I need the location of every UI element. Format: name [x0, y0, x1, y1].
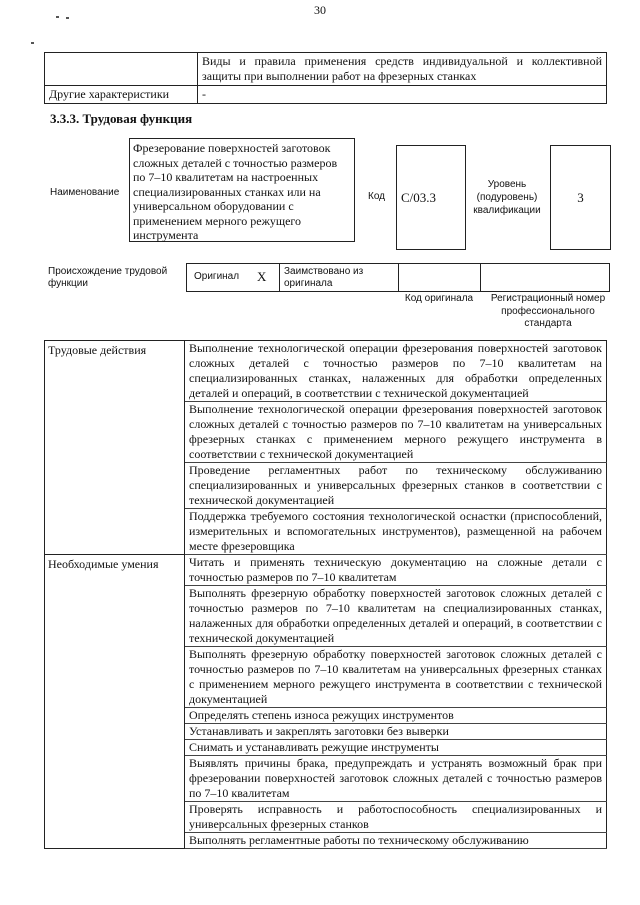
level-box [550, 145, 611, 250]
scan-mark [31, 42, 34, 44]
skill-item: Снимать и устанавливать режущие инструменты [185, 740, 607, 756]
labor-action-item: Выполнение технологической операции фрезерования поверхностей заготовок сложных деталей с точностью размеров по 7–10 квалитетам на специализированных станках, налаженных для обработки определенных деталей и операций, в соответствии с технической документацией [185, 341, 607, 402]
skill-item: Определять степень износа режущих инструментов [185, 708, 607, 724]
labor-actions-label: Трудовые действия [45, 341, 185, 555]
skill-item: Выполнять регламентные работы по техническому обслуживанию [185, 833, 607, 849]
skill-item: Проверять исправность и работоспособность специализированных и универсальных фрезерных станков [185, 802, 607, 833]
function-name-box [129, 138, 355, 242]
code-original-caption: Код оригинала [404, 293, 474, 304]
skill-item: Выполнять фрезерную обработку поверхностей заготовок сложных деталей с точностью размеров по 7–10 квалитетам на специализированных станках, налаженных для обработки определенных деталей и операций, в соответствии с технической документацией [185, 586, 607, 647]
table-row [45, 53, 607, 86]
level-label: Уровень (подуровень) квалификации [473, 179, 541, 216]
table-row [45, 341, 607, 402]
original-mark: X [257, 269, 267, 284]
origin-table [186, 263, 610, 292]
page-number: 30 [314, 3, 326, 17]
code-box [396, 145, 466, 250]
level-value: 3 [577, 190, 584, 205]
reg-number-caption: Регистрационный номер профессионального стандарта [490, 293, 606, 329]
skill-item: Устанавливать и закреплять заготовки без выверки [185, 724, 607, 740]
top-table [44, 52, 607, 104]
skill-item: Выявлять причины брака, предупреждать и устранять возможный брак при фрезеровании поверхностей заготовок сложных деталей с точностью размеров по 7–10 квалитетам [185, 756, 607, 802]
labor-action-item: Поддержка требуемого состояния технологической оснастки (приспособлений, измерительных и вспомогательных инструментов), размещенной на рабочем месте фрезеровщика [185, 509, 607, 555]
section-title: 3.3.3. Трудовая функция [50, 111, 193, 126]
code-label: Код [368, 191, 386, 202]
protection-text: Виды и правила применения средств индивидуальной и коллективной защиты при выполнении работ на фрезерных станках [198, 53, 607, 86]
skill-item: Читать и применять техническую документацию на сложные детали с точностью размеров по 7–10 квалитетам [185, 555, 607, 586]
labor-action-item: Проведение регламентных работ по техническому обслуживанию специализированных и универсальных фрезерных станков в соответствии с технической документацией [185, 463, 607, 509]
other-characteristics-label: Другие характеристики [45, 86, 198, 104]
main-table [44, 340, 607, 849]
original-label: Оригинал [194, 271, 240, 282]
skill-item: Выполнять фрезерную обработку поверхностей заготовок сложных деталей с точностью размеров по 7–10 квалитетам на универсальных фрезерных станках с применением мерного режущего инструмента в соответствии с технической документацией [185, 647, 607, 708]
labor-action-item: Выполнение технологической операции фрезерования поверхностей заготовок сложных деталей с точностью размеров по 7–10 квалитетам на универсальных фрезерных станках с применением мерного режущего инструмента в соответствии с технической документацией [185, 402, 607, 463]
name-label: Наименование [50, 187, 120, 198]
origin-label: Происхождение трудовой функции [48, 266, 168, 289]
function-name: Фрезерование поверхностей заготовок сложных деталей с точностью размеров по 7–10 квалитетам на настроенных специализированных станках или на универсальном оборудовании с применением мерного режущего инструмента [133, 141, 338, 242]
table-row [45, 86, 607, 104]
code-value: С/03.3 [401, 190, 437, 205]
borrowed-label: Заимствовано из оригинала [284, 266, 364, 289]
table-row [45, 555, 607, 586]
other-characteristics-value: - [198, 86, 607, 104]
skills-label: Необходимые умения [45, 555, 185, 849]
